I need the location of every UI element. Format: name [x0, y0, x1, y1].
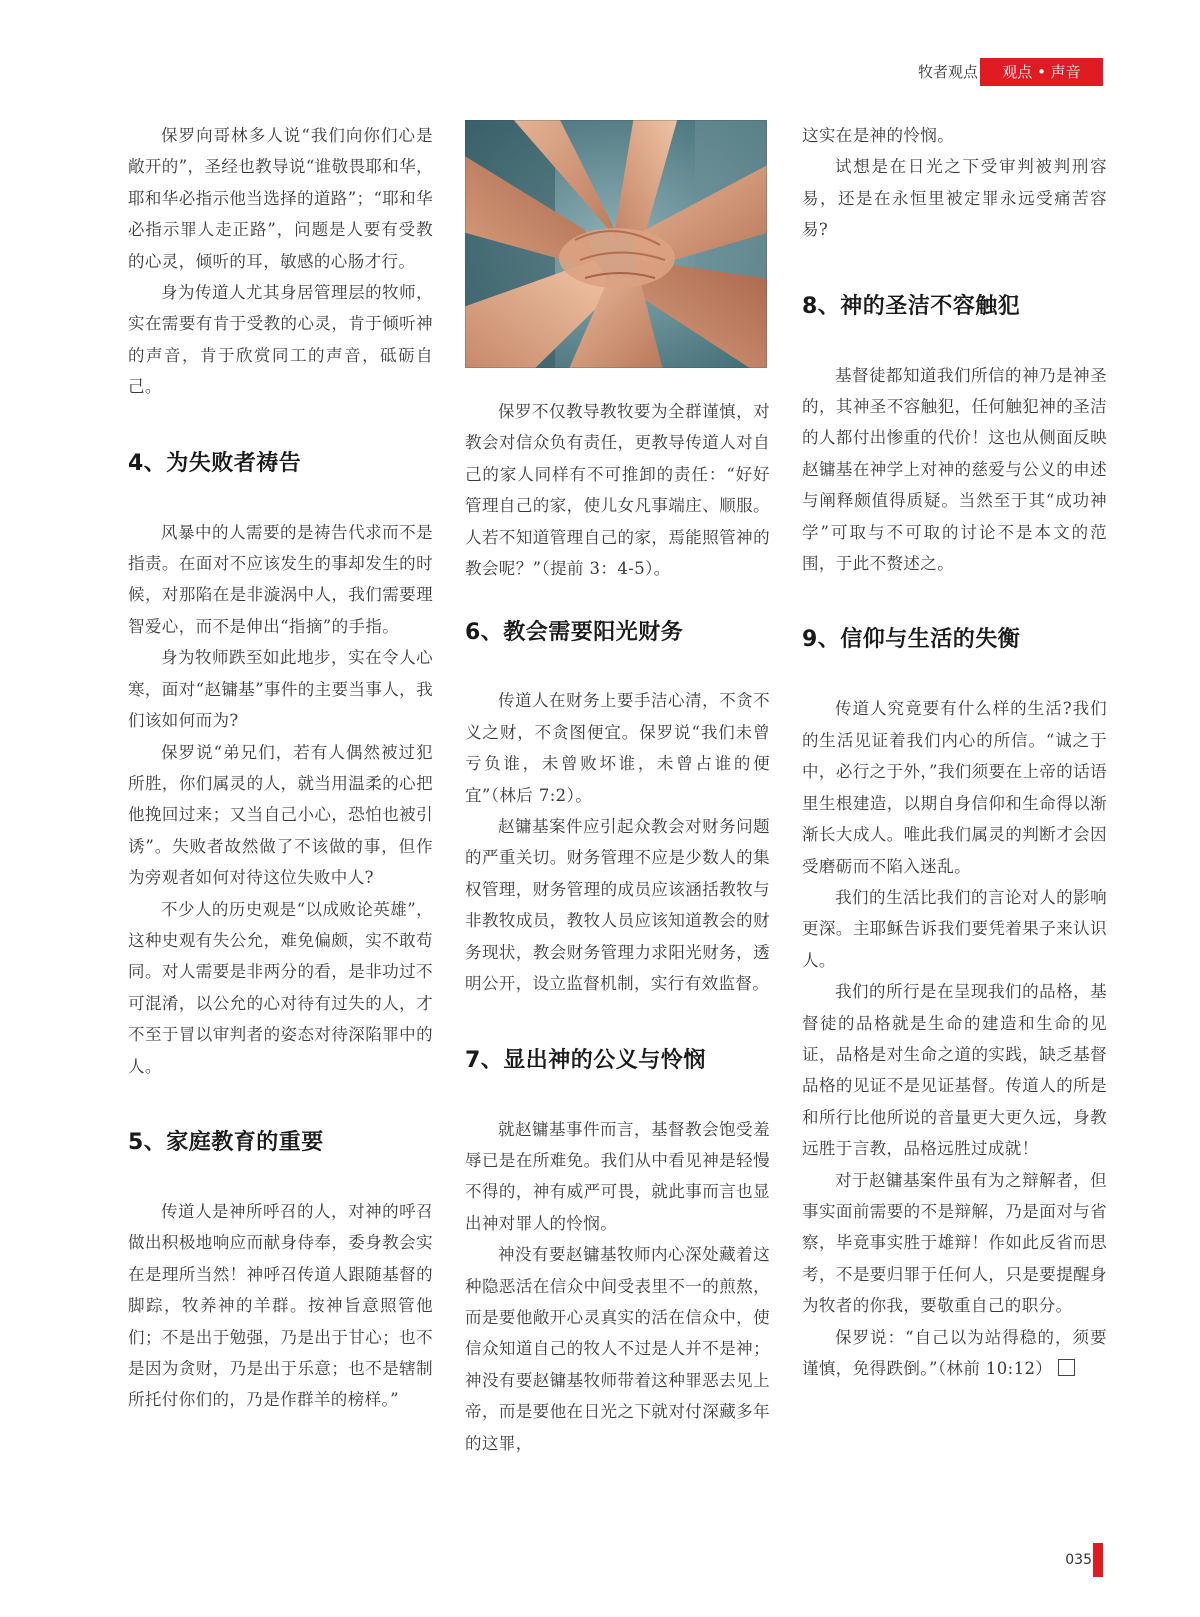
paragraph: 我们的生活比我们的言论对人的影响更深。主耶稣告诉我们要凭着果子来认识人。 — [802, 887, 1107, 970]
paragraph: 基督徒都知道我们所信的神乃是神圣的，其神圣不容触犯，任何触犯神的圣洁的人都付出惨重的代价！这也从侧面反映赵镛基在神学上对神的慈爱与公义的申述与阐释颇值得质疑。当然至于其“成功神学”可取与不可取的讨论不是本文的范围，于此不赘述之。 — [802, 365, 1107, 574]
column-3 — [802, 120, 1107, 1384]
column-1 — [128, 120, 433, 1416]
section-heading-8: 8、神的圣洁不容触犯 — [802, 293, 1021, 319]
paragraph: 不少人的历史观是“以成败论英雄”，这种史观有失公允，难免偏颇，实不敢苟同。对人需要是非两分的看，是非功过不可混淆，以公允的心对待有过失的人，才不至于冒以审判者的姿态对待深陷罪中的人。 — [128, 899, 433, 1076]
paragraph: 这实在是神的怜悯。 — [802, 126, 955, 145]
section-heading-9: 9、信仰与生活的失衡 — [802, 627, 1021, 653]
section-heading-7: 7、显出神的公义与怜悯 — [465, 1047, 706, 1073]
section-heading-4: 4、为失败者祷告 — [128, 450, 302, 476]
section-heading-5: 5、家庭教育的重要 — [128, 1129, 324, 1155]
paragraph: 风暴中的人需要的是祷告代求而不是指责。在面对不应该发生的事却发生的时候，对那陷在是非漩涡中人，我们需要理智爱心，而不是伸出“指摘”的手指。 — [128, 522, 433, 636]
page-accent-bar — [1093, 1543, 1103, 1577]
page-number: 035 — [1065, 1552, 1092, 1568]
section-heading-6: 6、教会需要阳光财务 — [465, 620, 684, 646]
paragraph: 身为牧师跌至如此地步，实在令人心寒，面对“赵镛基”事件的主要当事人，我们该如何而为? — [128, 648, 433, 731]
closing-paragraph — [802, 1322, 1107, 1385]
paragraph: 我们的所行是在呈现我们的品格，基督徒的品格就是生命的建造和生命的见证，品格是对生命之道的实践，缺乏基督品格的见证不是见证基督。传道人的所是和所行比他所说的音量更大更久远，身教远胜于言教，品格远胜过成就！ — [802, 982, 1107, 1159]
paragraph: 传道人究竟要有什么样的生活?我们的生活见证着我们内心的所信。“诚之于中，必行之于外，”我们须要在上帝的话语里生根建造，以期自身信仰和生命得以渐渐长大成人。唯此我们属灵的判断才会因受磨砺而不陷入迷乱。 — [802, 699, 1107, 876]
closing-text: 保罗说：“自己以为站得稳的，须要谨慎，免得跌倒。”（林前 10:12） — [802, 1327, 1107, 1378]
paragraph: 对于赵镛基案件虽有为之辩解者，但事实面前需要的不是辩解，乃是面对与省察，毕竟事实胜于雄辩！作如此反省而思考，不是要归罪于任何人，只是要提醒身为牧者的你我，要敬重自己的职分。 — [802, 1170, 1107, 1316]
end-mark-icon — [1058, 1359, 1075, 1376]
paragraph: 神没有要赵镛基牧师内心深处藏着这种隐恶活在信众中间受表里不一的煎熬，而是要他敞开心灵真实的活在信众中，使信众知道自己的牧人不过是人并不是神；神没有要赵镛基牧师带着这种罪恶去见上帝，而是要他在日光之下就对付深藏多年的这罪， — [465, 1245, 770, 1453]
paragraph: 试想是在日光之下受审判被判刑容易，还是在永恒里被定罪永远受痛苦容易? — [802, 157, 1107, 240]
section-label: 牧者观点 — [917, 63, 978, 81]
paragraph: 保罗不仅教导教牧要为全群谨慎，对教会对信众负有责任，更教导传道人对自己的家人同样有不可推卸的责任：“好好管理自己的家，使儿女凡事端庄、顺服。人若不知道管理自己的家，焉能照管神的教会呢？”（提前 3：4-5）。 — [465, 402, 770, 579]
stacked-hands-photo — [465, 120, 767, 368]
paragraph: 保罗向哥林多人说“我们向你们心是敞开的”，圣经也教导说“谁敬畏耶和华，耶和华必指示他当选择的道路”；“耶和华必指示罪人走正路”，问题是人要有受教的心灵，倾听的耳，敏感的心肠才行。 — [128, 126, 433, 271]
paragraph: 就赵镛基事件而言，基督教会饱受羞辱已是在所难免。我们从中看见神是轻慢不得的，神有威严可畏，就此事而言也显出神对罪人的怜悯。 — [465, 1119, 770, 1233]
paragraph: 赵镛基案件应引起众教会对财务问题的严重关切。财务管理不应是少数人的集权管理，财务管理的成员应该涵括教牧与非教牧成员，教牧人员应该知道教会的财务现状，教会财务管理力求阳光财务，透明公开，设立监督机制，实行有效监督。 — [465, 817, 770, 994]
column-2 — [465, 120, 770, 1459]
paragraph: 保罗说“弟兄们，若有人偶然被过犯所胜，你们属灵的人，就当用温柔的心把他挽回过来；又当自己小心，恐怕也被引诱”。失败者故然做了不该做的事，但作为旁观者如何对待这位失败中人? — [128, 742, 433, 888]
paragraph: 身为传道人尤其身居管理层的牧师，实在需要有肯于受教的心灵，肯于倾听神的声音，肯于欣赏同工的声音，砥砺自己。 — [128, 283, 433, 397]
paragraph: 传道人是神所呼召的人，对神的呼召做出积极地响应而献身侍奉，委身教会实在是理所当然！神呼召传道人跟随基督的脚踪，牧养神的羊群。按神旨意照管他们；不是出于勉强，乃是出于甘心；也不是因为贪财，乃是出于乐意；也不是辖制所托付你们的，乃是作群羊的榜样。” — [128, 1201, 433, 1410]
paragraph: 传道人在财务上要手洁心清，不贪不义之财，不贪图便宜。保罗说“我们未曾亏负谁，未曾败坏谁，未曾占谁的便宜”（林后 7:2）。 — [465, 691, 770, 805]
section-tag: 观点 • 声音 — [980, 58, 1103, 86]
